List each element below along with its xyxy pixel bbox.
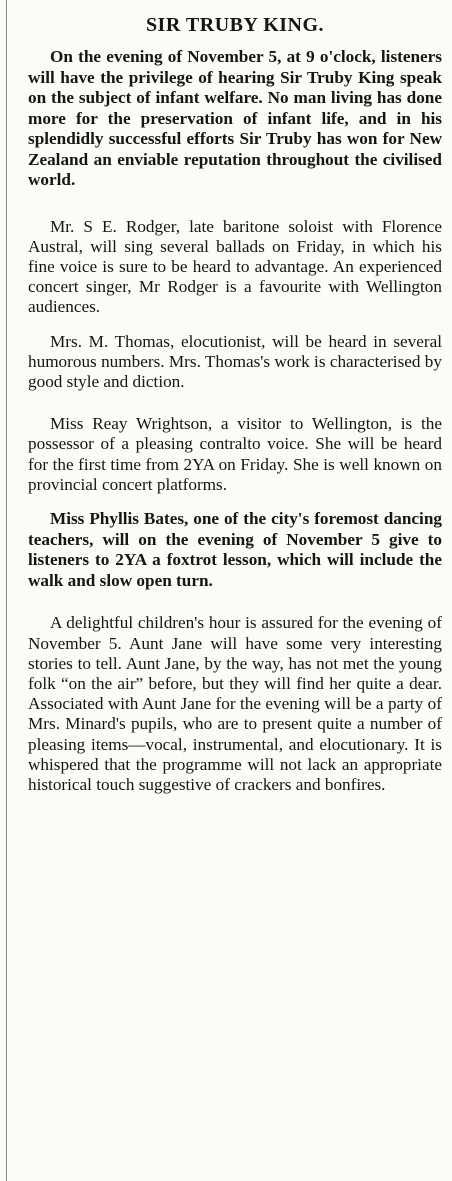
headline: SIR TRUBY KING. <box>145 14 325 36</box>
paragraph-rodger: Mr. S E. Rodger, late baritone soloist with Florence Austral, will sing several ballads on Friday, in which his fine voice is sure to be heard to advantage. An experienced concert singer, Mr Rodger is a favourite with Wellington audiences. <box>28 216 442 317</box>
paragraph-wrightson: Miss Reay Wrightson, a visitor to Wellington, is the possessor of a pleasing contralto voice. She will be heard for the first time from 2YA on Friday. She is well known on provincial concert platforms. <box>28 414 442 494</box>
column-rule <box>6 0 7 1181</box>
paragraph-bates: Miss Phyllis Bates, one of the city's foremost dancing teachers, will on the evening of November 5 give to listeners to 2YA a foxtrot lesson, which will include the walk and slow open turn. <box>28 508 442 590</box>
article-column <box>28 8 442 795</box>
paragraph-truby-king: On the evening of November 5, at 9 o'clock, listeners will have the privilege of hearing Sir Truby King speak on the subject of infant welfare. No man living has done more for the preservation of infant life, and in his splendidly successful efforts Sir Truby has won for New Zealand an enviable reputation throughout the civilised world. <box>28 47 442 189</box>
paragraph-childrens-hour: A delightful children's hour is assured for the evening of November 5. Aunt Jane will have some very interesting stories to tell. Aunt Jane, by the way, has not met the young folk “on the air” before, but they will find her quite a dear. Associated with Aunt Jane for the evening will be a party of Mrs. Minard's pupils, who are to present quite a number of pleasing items—vocal, instrumental, and elocutionary. It is whispered that the programme will not lack an appropriate historical touch suggestive of crackers and bonfires. <box>28 613 442 794</box>
paragraph-thomas: Mrs. M. Thomas, elocutionist, will be heard in several humorous numbers. Mrs. Thomas's work is characterised by good style and diction. <box>28 331 442 391</box>
